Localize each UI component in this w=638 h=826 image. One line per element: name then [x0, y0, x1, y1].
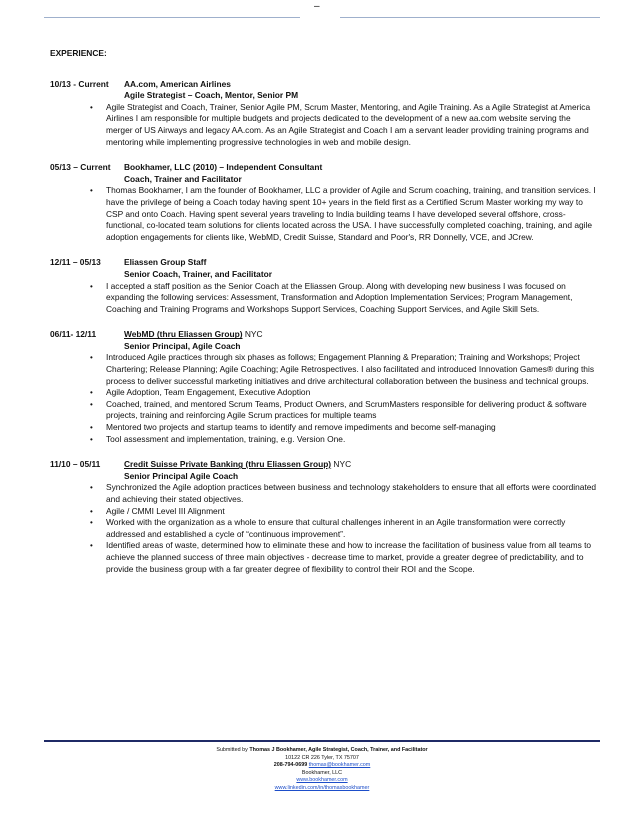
job-dates: 12/11 – 05/13 [50, 257, 101, 268]
job-company [124, 79, 598, 91]
bullet-text: Agile / CMMI Level III Alignment [106, 505, 225, 516]
header-dash: – [314, 1, 320, 12]
footer-prefix: Submitted by [216, 747, 250, 753]
footer-submitted [44, 747, 600, 755]
bullet-item [50, 517, 598, 540]
bullet-text: Introduced Agile practices through six phases as follows; Engagement Planning & Preparation; Training and Workshops; Project Chartering; Release Planning; Agile Coaching; Agile Retrospectives. I also facilitated and introduced Innovation Games® during this process to deliver successful marketing initiatives and drive architectural collaboration between the business and technical groups. [106, 352, 595, 386]
footer-company: Bookhamer, LLC [301, 769, 343, 776]
job-company-name: WebMD (thru Eliassen Group) [124, 329, 243, 340]
job-role: Senior Principal, Agile Coach [124, 340, 241, 351]
bullet-text: Agile Adoption, Team Engagement, Executive Adoption [106, 387, 311, 398]
bullet-item [50, 399, 598, 422]
job-bullets [50, 482, 598, 575]
job-bullets [50, 102, 598, 148]
job-role: Senior Principal Agile Coach [124, 470, 239, 481]
bullet-item [50, 102, 598, 148]
job-bullets [50, 352, 598, 445]
bullet-item [50, 434, 598, 446]
bullet-item [50, 352, 598, 387]
bullet-dot-icon: • [90, 541, 93, 551]
job-header [50, 162, 598, 174]
bullet-dot-icon: • [90, 518, 93, 528]
job-company [124, 329, 598, 341]
job-header [50, 329, 598, 341]
bullet-item [50, 482, 598, 505]
bullet-item [50, 281, 598, 316]
bullet-dot-icon: • [90, 423, 93, 433]
job-role: Agile Strategist – Coach, Mentor, Senior PM [124, 90, 299, 101]
footer-contact [44, 762, 600, 770]
section-title: EXPERIENCE: [50, 48, 107, 58]
bullet-dot-icon: • [90, 388, 93, 398]
job-dates: 11/10 – 05/11 [50, 459, 101, 470]
job-header [50, 79, 598, 91]
footer-rule [44, 740, 600, 742]
job-entry [50, 79, 598, 149]
job-dates: 06/11- 12/11 [50, 329, 97, 340]
bullet-text: Identified areas of waste, determined how to eliminate these and how to increase the facilitation of business value from all teams to achieve the planned success of three main objectives - decrease time to market, provide a greater degree of predictability, and to provide the business group with a far greater degree of flexibility to control their ROI and the Scope. [106, 540, 592, 574]
jobs-list [50, 79, 598, 576]
bullet-item [50, 387, 598, 399]
job-entry [50, 257, 598, 315]
job-location: NYC [242, 329, 263, 340]
footer [44, 747, 600, 793]
bullet-text: Agile Strategist and Coach, Trainer, Senior Agile PM, Scrum Master, Mentoring, and Agile Training. As a Agile Strategist at America Airlines I am responsible for multiple budgets and projects dedicated to the development of a new aa.com website serving the merger of US Airways and legacy AA.com. As an Agile Strategist and Coach I am a servant leader providing training programs and mentoring while implementing progressive technologies in web and mobile design. [106, 101, 591, 147]
job-company-name: Bookhamer, LLC (2010) – Independent Consultant [124, 162, 323, 173]
job-location: NYC [331, 459, 352, 470]
header-rule-right [340, 17, 600, 18]
job-company-name: Eliassen Group Staff [124, 257, 207, 268]
resume-body [50, 48, 598, 589]
bullet-dot-icon: • [90, 434, 93, 444]
bullet-dot-icon: • [90, 102, 93, 112]
bullet-text: Tool assessment and implementation, training, e.g. Version One. [106, 433, 346, 444]
job-bullets [50, 281, 598, 316]
footer-email-link[interactable]: thomas@bookhamer.com [308, 762, 371, 769]
bullet-item [50, 506, 598, 518]
job-role: Senior Coach, Trainer, and Facilitator [124, 268, 272, 279]
job-company-name: AA.com, American Airlines [124, 78, 231, 89]
bullet-text: Worked with the organization as a whole to ensure that cultural challenges inherent in an Agile transformation were correctly addressed and established a cycle of “continuous improvement”. [106, 517, 566, 539]
bullet-text: Coached, trained, and mentored Scrum Teams, Product Owners, and ScrumMasters responsible for delivering product & software projects, training and reinforcing Agile Scrum practices for multiple teams [106, 398, 587, 421]
bullet-dot-icon: • [90, 353, 93, 363]
bullet-dot-icon: • [90, 483, 93, 493]
bullet-item [50, 540, 598, 575]
bullet-dot-icon: • [90, 186, 93, 196]
job-bullets [50, 185, 598, 243]
bullet-dot-icon: • [90, 506, 93, 516]
header-rule-left [44, 17, 300, 18]
bullet-text: Thomas Bookhamer, I am the founder of Bookhamer, LLC a provider of Agile and Scrum coaching, training, and transition services. I have the privilege of being a Coach today having spent 10+ years in the field first as a Certified Scrum Master working my way to CSP and onto Coach. Having spent several years traveling to India building teams I have developed several offshore, cross-functional, co-located team solutions for clients located across the USA. I have successfully completed coaching, training, and agile adoption engagements for clients like, WebMD, Credit Suisse, Standard and Poor's, RR Donnelly, VCE, and JCrew. [106, 185, 596, 242]
bullet-text: I accepted a staff position as the Senior Coach at the Eliassen Group. Along with developing new business I was focused on expanding the following services: Assessment, Transformation and Adoption Implementation Services; Program Management, Coaching and Training Programs and Workshops Support Services, Coaching Support Services, and Agile Skill Sets. [106, 280, 573, 314]
job-dates: 10/13 - Current [50, 78, 109, 89]
job-header [50, 257, 598, 269]
footer-website-link[interactable]: www.bookhamer.com [296, 777, 348, 784]
job-role: Coach, Trainer and Facilitator [124, 173, 242, 184]
job-company-name: Credit Suisse Private Banking (thru Eliassen Group) [124, 459, 332, 470]
job-entry [50, 162, 598, 243]
bullet-text: Mentored two projects and startup teams to identify and remove impediments and become self-managing [106, 422, 496, 433]
job-dates: 05/13 – Current [50, 162, 111, 173]
job-company [124, 162, 598, 174]
job-company [124, 459, 598, 471]
job-entry [50, 459, 598, 575]
bullet-dot-icon: • [90, 399, 93, 409]
bullet-dot-icon: • [90, 281, 93, 291]
footer-address: 10122 CR 226 Tyler, TX 75707 [285, 754, 359, 761]
job-company [124, 257, 598, 269]
bullet-item [50, 422, 598, 434]
footer-submitted-by: Thomas J Bookhamer, Agile Strategist, Coach, Trainer, and Facilitator [249, 747, 428, 753]
bullet-item [50, 185, 598, 243]
bullet-text: Synchronized the Agile adoption practices between business and technology stakeholders to ensure that all efforts were coordinated and achieving their stated objectives. [106, 482, 597, 504]
footer-linkedin-link[interactable]: www.linkedin.com/in/thomasbookhamer [274, 784, 370, 791]
footer-phone: 208-794-0699 [273, 762, 308, 769]
job-entry [50, 329, 598, 445]
job-header [50, 459, 598, 471]
